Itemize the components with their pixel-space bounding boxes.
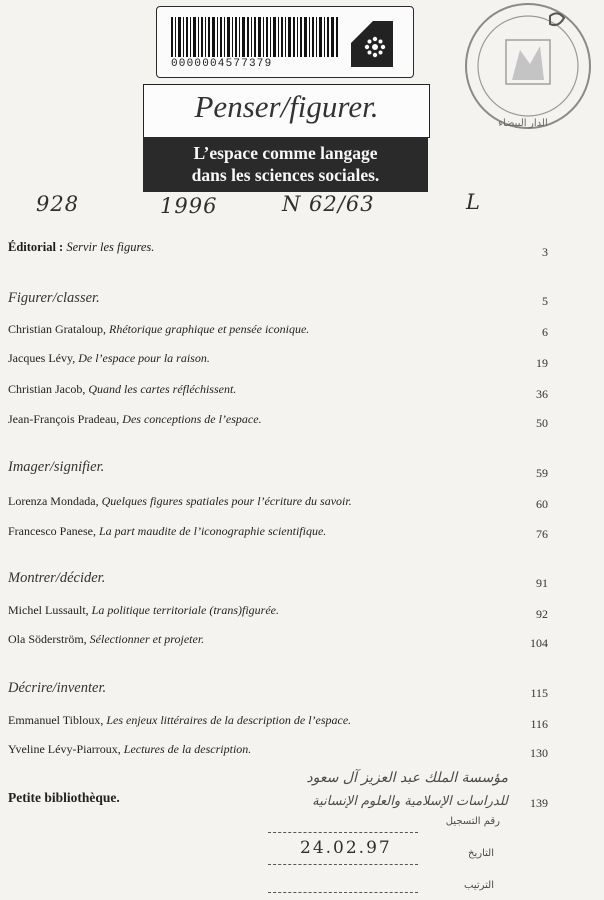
page-number: 19 xyxy=(536,356,548,370)
page-number: 3 xyxy=(542,245,548,259)
journal-subtitle xyxy=(143,137,428,192)
page-number: 6 xyxy=(542,325,548,339)
toc-petite-bibliotheque: Petite bibliothèque. xyxy=(8,790,120,805)
page-number: 104 xyxy=(530,636,548,650)
toc-entry xyxy=(8,742,548,757)
toc-entry xyxy=(8,322,548,337)
handwritten-code-a: 928 xyxy=(36,192,80,216)
entry-title: La part maudite de l’iconographie scientifique. xyxy=(98,524,327,538)
toc-entry xyxy=(8,603,548,618)
publisher-logo xyxy=(351,21,393,67)
stamp-class-line xyxy=(268,892,418,893)
entry-author: Jacques Lévy, xyxy=(8,351,79,365)
page-number: 130 xyxy=(530,746,548,760)
toc-entry xyxy=(8,713,548,728)
section-heading: Décrire/inventer. xyxy=(8,680,107,696)
stamp-class-label: الترتيب xyxy=(464,880,494,891)
entry-title: Quelques figures spatiales pour l’écriture du savoir. xyxy=(101,494,352,508)
entry-title: Lectures de la description. xyxy=(123,742,252,756)
stamp-reg-line xyxy=(268,832,418,833)
page-number: 116 xyxy=(530,717,548,731)
stamp-arabic-line-1: مؤسسة الملك عبد العزيز آل سعود xyxy=(306,770,508,786)
page-number: 50 xyxy=(536,416,548,430)
barcode-label xyxy=(156,6,414,78)
rosette-icon xyxy=(363,35,387,59)
page-number: 76 xyxy=(536,527,548,541)
toc-entry xyxy=(8,524,548,539)
stamp-arabic-line-2: للدراسات الإسلامية والعلوم الإنسانية xyxy=(312,794,508,809)
page-number: 91 xyxy=(536,576,548,590)
journal-title-box xyxy=(143,84,430,138)
stamp-date-label: التاريخ xyxy=(468,848,494,859)
entry-author: Lorenza Mondada, xyxy=(8,494,102,508)
page-number: 59 xyxy=(536,466,548,480)
toc-entry xyxy=(8,351,548,366)
stamp-reg-label: رقم التسجيل xyxy=(445,816,500,827)
toc-entry xyxy=(8,494,548,509)
barcode-bars xyxy=(171,17,339,57)
stamp-date-line xyxy=(268,864,418,865)
page-number: 115 xyxy=(530,686,548,700)
entry-title: De l’espace pour la raison. xyxy=(78,351,210,365)
toc-editorial xyxy=(8,240,154,255)
toc-entry xyxy=(8,412,548,427)
page-number: 92 xyxy=(536,607,548,621)
stamp-handwritten-date: 24.02.97 xyxy=(300,838,392,858)
toc-entry xyxy=(8,382,548,397)
journal-title: Penser/figurer. xyxy=(194,89,379,124)
entry-author: Jean-François Pradeau, xyxy=(8,412,123,426)
stamp-caption: الدار البيضاء xyxy=(498,118,548,129)
page-number: 60 xyxy=(536,497,548,511)
entry-title: Les enjeux littéraires de la description de l’espace. xyxy=(106,713,352,727)
handwritten-year: 1996 xyxy=(160,194,218,218)
entry-author: Christian Grataloup, xyxy=(8,322,109,336)
page-number: 5 xyxy=(542,294,548,308)
section-heading: Figurer/classer. xyxy=(8,290,100,306)
section-heading: Imager/signifier. xyxy=(8,459,105,475)
editorial-label: Éditorial : xyxy=(8,240,64,254)
section-heading: Montrer/décider. xyxy=(8,570,106,586)
handwritten-mark: L xyxy=(466,190,481,214)
entry-title: La politique territoriale (trans)figurée. xyxy=(91,603,279,617)
entry-title: Des conceptions de l’espace. xyxy=(122,412,262,426)
handwritten-issue: N 62/63 xyxy=(282,192,375,216)
entry-author: Emmanuel Tibloux, xyxy=(8,713,107,727)
entry-title: Rhétorique graphique et pensée iconique. xyxy=(108,322,310,336)
toc-entry xyxy=(8,632,548,647)
entry-title: Quand les cartes réfléchissent. xyxy=(88,382,237,396)
page-number: 139 xyxy=(530,796,548,810)
editorial-title: Servir les figures. xyxy=(66,240,155,254)
entry-author: Ola Söderström, xyxy=(8,632,90,646)
subtitle-line-2: dans les sciences sociales. xyxy=(191,165,380,185)
entry-author: Francesco Panese, xyxy=(8,524,99,538)
entry-author: Christian Jacob, xyxy=(8,382,89,396)
barcode-number: 0000004577379 xyxy=(171,58,273,70)
page-number: 36 xyxy=(536,387,548,401)
subtitle-line-1: L’espace comme langage xyxy=(193,143,378,163)
entry-title: Sélectionner et projeter. xyxy=(89,632,205,646)
entry-author: Michel Lussault, xyxy=(8,603,92,617)
entry-author: Yveline Lévy-Piarroux, xyxy=(8,742,124,756)
